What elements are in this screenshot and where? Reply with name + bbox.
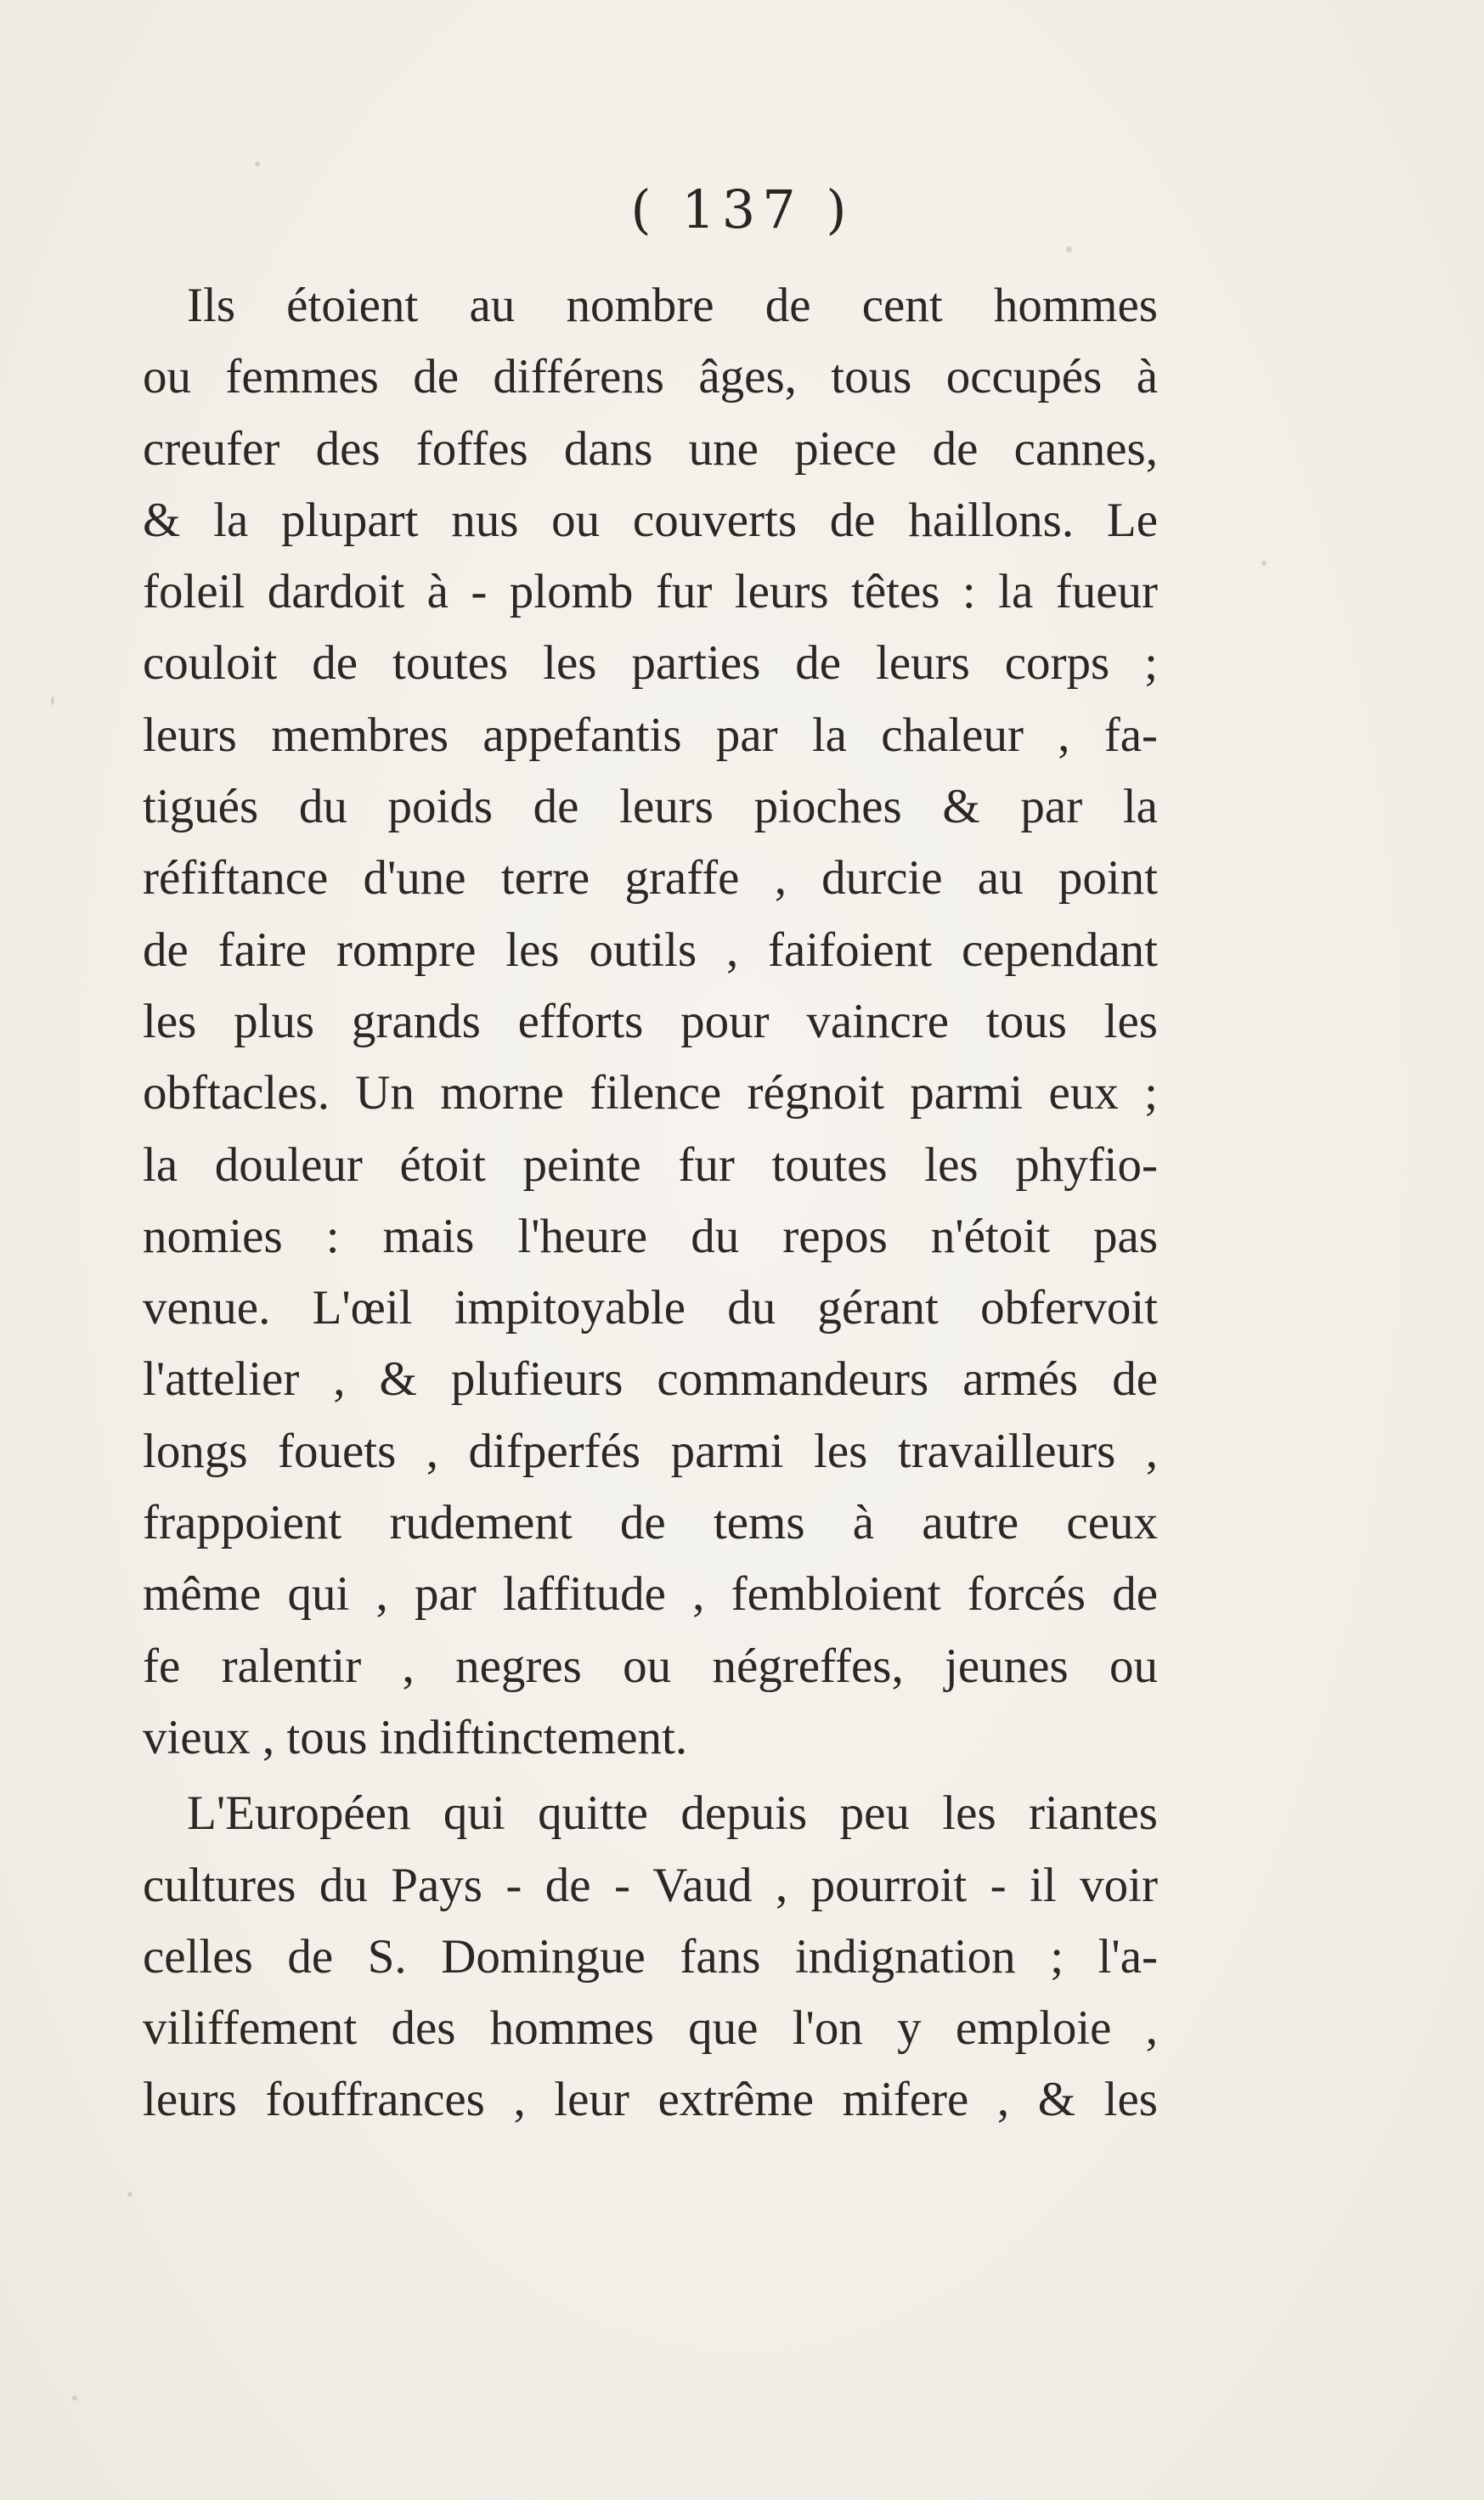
text-line: & la plupart nus ou couverts de haillons. Le xyxy=(143,493,1158,547)
text-line: creufer des foffes dans une piece de cannes, xyxy=(143,421,1158,476)
text-line: leurs fouffrances , leur extrême mifere , & les xyxy=(143,2073,1158,2127)
paper-speck xyxy=(127,2192,133,2197)
text-line: venue. L'œil impitoyable du gérant obfervoit xyxy=(143,1281,1158,1335)
text-line: L'Européen qui quitte depuis peu les riantes xyxy=(187,1786,1158,1841)
text-line: couloit de toutes les parties de leurs corps ; xyxy=(143,636,1158,691)
text-line: la douleur étoit peinte fur toutes les phyfio- xyxy=(143,1137,1158,1192)
paper-speck xyxy=(1066,246,1072,252)
text-line: obftacles. Un morne filence régnoit parmi eux ; xyxy=(143,1066,1158,1120)
paper-speck xyxy=(1261,561,1267,566)
text-line: cultures du Pays - de - Vaud , pourroit - il voir xyxy=(143,1858,1158,1912)
text-line: Ils étoient au nombre de cent hommes xyxy=(187,279,1158,332)
paragraph-2 xyxy=(143,1778,1158,2136)
text-line: viliffement des hommes que l'on y emploie , xyxy=(143,2001,1158,2056)
text-line: foleil dardoit à - plomb fur leurs têtes : la fueur xyxy=(143,565,1158,619)
text-line: ou femmes de différens âges, tous occupés à xyxy=(143,350,1158,404)
text-line: frappoient rudement de tems à autre ceux xyxy=(143,1496,1158,1550)
text-line: fe ralentir , negres ou négreffes, jeunes ou xyxy=(143,1639,1158,1693)
text-line: les plus grands efforts pour vaincre tous les xyxy=(143,994,1158,1048)
paragraph-1 xyxy=(143,270,1158,1774)
text-line: l'attelier , & plufieurs commandeurs armés de xyxy=(143,1352,1158,1407)
body-text xyxy=(143,270,1158,2136)
text-line: leurs membres appefantis par la chaleur , fa- xyxy=(143,708,1158,762)
text-line: vieux , tous indiftinctement. xyxy=(143,1710,688,1764)
text-line: réfiftance d'une terre graffe , durcie au point xyxy=(143,851,1158,906)
text-line: celles de S. Domingue fans indignation ; l'a- xyxy=(143,1929,1158,1984)
paper-speck xyxy=(72,2396,77,2401)
text-line: tigués du poids de leurs pioches & par la xyxy=(143,780,1158,834)
paper-speck xyxy=(255,161,260,166)
text-line: longs fouets , difperfés parmi les travailleurs , xyxy=(143,1424,1158,1478)
text-line: même qui , par laffitude , fembloient forcés de xyxy=(143,1567,1158,1622)
text-line: de faire rompre les outils , faifoient cependant xyxy=(143,923,1158,977)
page-number: ( 137 ) xyxy=(630,178,854,240)
text-line: nomies : mais l'heure du repos n'étoit pas xyxy=(143,1209,1158,1263)
paper-speck xyxy=(51,697,54,705)
